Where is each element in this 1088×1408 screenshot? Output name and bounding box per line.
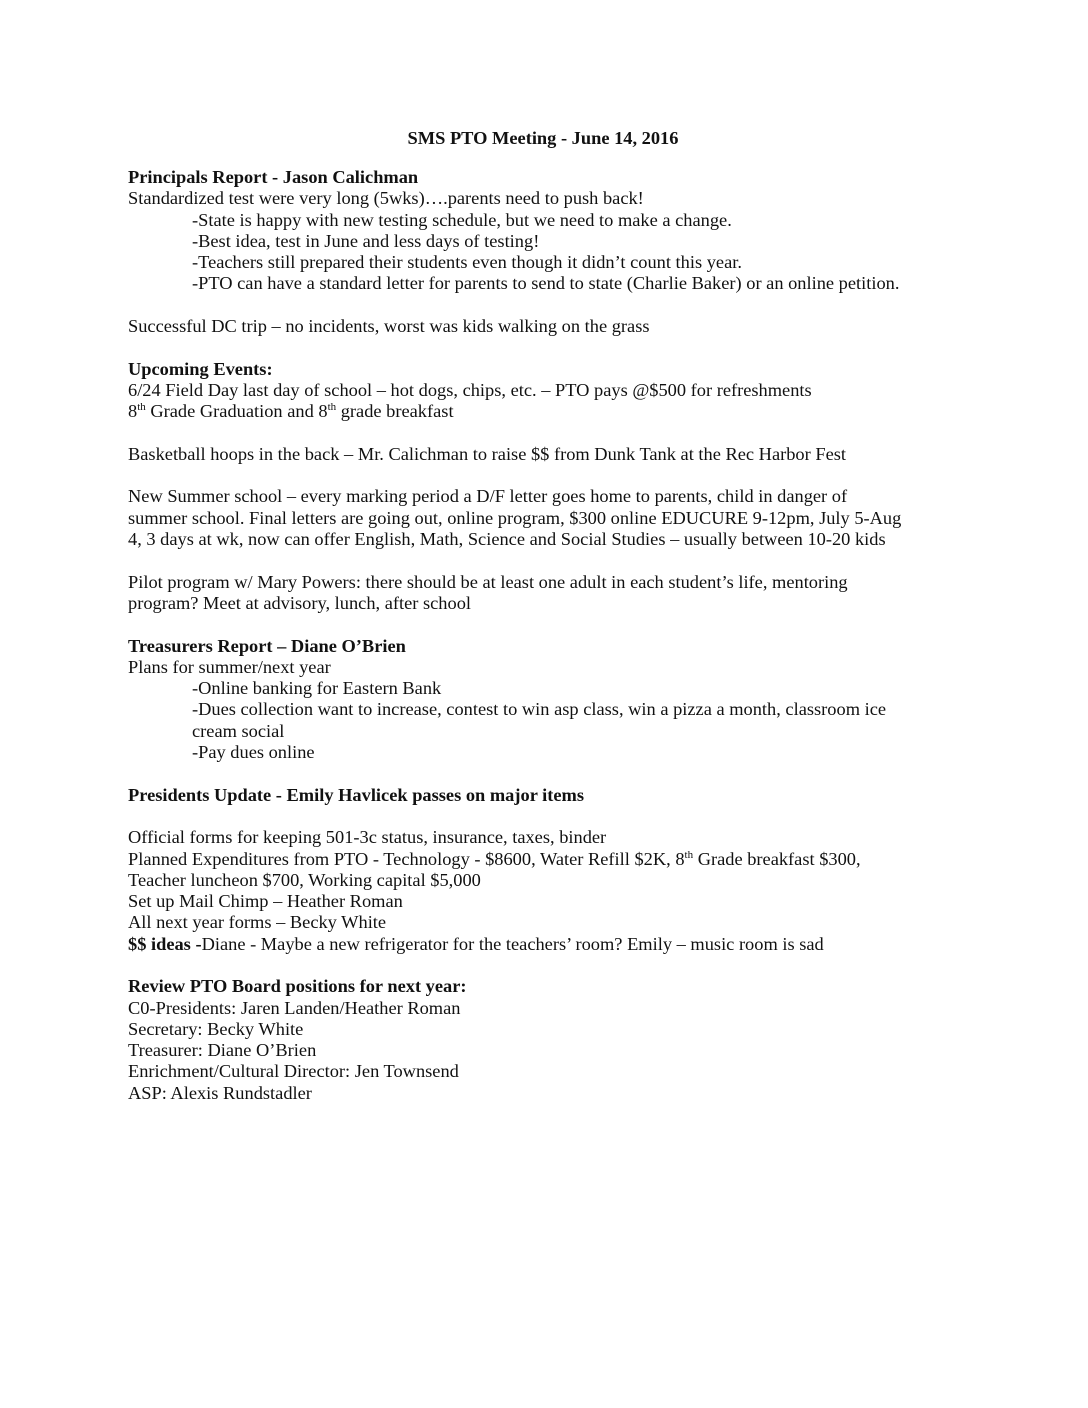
expenditures-line: Planned Expenditures from PTO - Technology - $8600, Water Refill $2K, 8th Grade breakfast $300,	[128, 848, 861, 869]
forms-note: Official forms for keeping 501-3c status, insurance, taxes, binder	[128, 827, 607, 848]
field-day-note: 6/24 Field Day last day of school – hot dogs, chips, etc. – PTO pays @$500 for refreshments	[128, 379, 812, 400]
board-position: ASP: Alexis Rundstadler	[128, 1082, 312, 1103]
principals-item: -PTO can have a standard letter for parents to send to state (Charlie Baker) or an online petition.	[192, 273, 900, 294]
president-heading: Presidents Update - Emily Havlicek passes on major items	[128, 784, 585, 805]
principals-item: -Best idea, test in June and less days of testing!	[192, 230, 540, 251]
board-position: C0-Presidents: Jaren Landen/Heather Roman	[128, 997, 461, 1018]
basketball-note: Basketball hoops in the back – Mr. Calichman to raise $$ from Dunk Tank at the Rec Harbor Fest	[128, 443, 847, 464]
ideas-label: $$ ideas -	[128, 933, 202, 954]
treasurer-item: -Online banking for Eastern Bank	[192, 678, 442, 699]
summer-school-line: New Summer school – every marking period a D/F letter goes home to parents, child in danger of	[128, 486, 848, 507]
graduation-note: 8th Grade Graduation and 8th grade breakfast	[128, 401, 454, 422]
summer-school-line: 4, 3 days at wk, now can offer English, Math, Science and Social Studies – usually between 10-20 kids	[128, 529, 886, 550]
treasurer-heading: Treasurers Report – Diane O’Brien	[128, 635, 406, 656]
dc-trip-note: Successful DC trip – no incidents, worst was kids walking on the grass	[128, 316, 650, 337]
treasurer-item: -Dues collection want to increase, contest to win asp class, win a pizza a month, classroom ice	[192, 699, 887, 720]
expenditures-line: Teacher luncheon $700, Working capital $5,000	[128, 869, 481, 890]
treasurer-intro: Plans for summer/next year	[128, 656, 331, 677]
pilot-program-line: program? Meet at advisory, lunch, after school	[128, 592, 472, 613]
principals-item: -State is happy with new testing schedule, but we need to make a change.	[192, 209, 732, 230]
board-position: Enrichment/Cultural Director: Jen Townsend	[128, 1061, 459, 1082]
principals-heading: Principals Report - Jason Calichman	[128, 167, 419, 187]
treasurer-item: cream social	[192, 720, 285, 741]
board-heading: Review PTO Board positions for next year:	[128, 976, 467, 997]
principals-intro: Standardized test were very long (5wks)….parents need to push back!	[128, 188, 644, 209]
pilot-program-line: Pilot program w/ Mary Powers: there should be at least one adult in each student’s life, mentoring	[128, 571, 848, 592]
board-position: Treasurer: Diane O’Brien	[128, 1040, 317, 1061]
board-position: Secretary: Becky White	[128, 1018, 304, 1039]
ideas-note: $$ ideas -Diane - Maybe a new refrigerator for the teachers’ room? Emily – music room is sad	[128, 933, 824, 954]
document-body	[128, 167, 958, 1104]
treasurer-item: -Pay dues online	[192, 742, 315, 763]
principals-item: -Teachers still prepared their students even though it didn’t count this year.	[192, 252, 742, 273]
mailchimp-note: Set up Mail Chimp – Heather Roman	[128, 891, 403, 912]
next-year-forms-note: All next year forms – Becky White	[128, 912, 387, 933]
summer-school-line: summer school. Final letters are going out, online program, $300 online EDUCURE 9-12pm, July 5-Aug	[128, 507, 902, 528]
events-heading: Upcoming Events:	[128, 358, 273, 379]
page-title: SMS PTO Meeting - June 14, 2016	[407, 128, 679, 148]
